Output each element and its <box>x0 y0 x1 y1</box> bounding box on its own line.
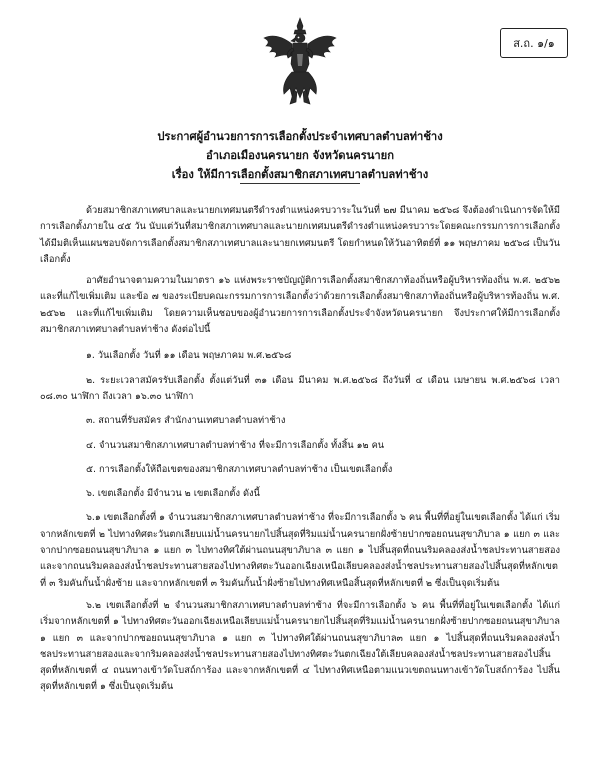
garuda-emblem-icon <box>262 16 338 108</box>
item-5: ๕. การเลือกตั้งให้ถือเขตของสมาชิกสภาเทศบาลตำบลท่าช้าง เป็นเขตเลือกตั้ง <box>86 463 393 475</box>
announcement-body <box>40 203 560 702</box>
subitem-6-2: ๖.๒ เขตเลือกตั้งที่ ๒ จำนวนสมาชิกสภาเทศบาลตำบลท่าช้าง ที่จะมีการเลือกตั้ง ๖ คน พื้นที่ที่อยู่ในเขตเลือกตั้ง ได้แก่ เริ่มจากหลักเขตที่ ๑ ไปทางทิศตะวันออกเฉียงเหนือเลียบแม่น้ำนครนายกไปสิ้นสุดที่ริมแม่น้ำนครนายกฝั่งซ้ายปากซอยถนนสุขาภิบาล ๑ แยก ๓ และจากปากซอยถนนสุขาภิบาล ๑ แยก ๓ ไปทางทิศใต้ผ่านถนนสุขาภิบาล๓ แยก ๑ ไปสิ้นสุดที่ถนนริมคลองส่งน้ำชลประทานสายสองและจากริมคลองส่งน้ำชลประทานสายสองไปทางทิศตะวันตกเฉียงใต้เลียบคลองส่งน้ำชลประทานสายสองไปสิ้นสุดที่หลักเขตที่ ๔ ถนนทางเข้าวัดโบสถ์การ้อง และจากหลักเขตที่ ๔ ไปทางทิศเหนือตามแนวเขตถนนทางเข้าวัดโบสถ์การ้อง ไปสิ้นสุดที่หลักเขตที่ ๑ ซึ่งเป็นจุดเริ่มต้น <box>40 599 560 693</box>
title-line-2: อำเภอเมืองนครนายก จังหวัดนครนายก <box>206 149 394 162</box>
item-4: ๔. จำนวนสมาชิกสภาเทศบาลตำบลท่าช้าง ที่จะมีการเลือกตั้ง ทั้งสิ้น ๑๒ คน <box>86 439 385 451</box>
item-3: ๓. สถานที่รับสมัคร สำนักงานเทศบาลตำบลท่าช้าง <box>86 415 286 427</box>
subitem-6-1: ๖.๑ เขตเลือกตั้งที่ ๑ จำนวนสมาชิกสภาเทศบาลตำบลท่าช้าง ที่จะมีการเลือกตั้ง ๖ คน พื้นที่ที่อยู่ในเขตเลือกตั้ง ได้แก่ เริ่มจากหลักเขตที่ ๒ ไปทางทิศตะวันตกเลียบแม่น้ำนครนายกไปสิ้นสุดที่ริมแม่น้ำนครนายกฝั่งซ้ายปากซอยถนนสุขาภิบาล ๑ แยก ๓ และจากปากซอยถนนสุขาภิบาล ๑ แยก ๓ ไปทางทิศใต้ผ่านถนนสุขาภิบาล ๓ แยก ๑ ไปสิ้นสุดที่ถนนริมคลองส่งน้ำชลประทานสายสอง และจากถนนริมคลองส่งน้ำชลประทานสายสองไปทางทิศตะวันออกเฉียงเหนือเลียบคลองส่งน้ำชลประทานสายสองไปสิ้นสุดที่หลักเขตที่ ๓ ริมคันกั้นน้ำฝั่งซ้าย และจากหลักเขตที่ ๓ ริมคันกั้นน้ำฝั่งซ้ายไปทางทิศเหนือสิ้นสุดที่หลักเขตที่ ๒ ซึ่งเป็นจุดเริ่มต้น <box>40 512 560 589</box>
title-divider <box>240 183 360 184</box>
paragraph-2: อาศัยอำนาจตามความในมาตรา ๑๖ แห่งพระราชบัญญัติการเลือกตั้งสมาชิกสภาท้องถิ่นหรือผู้บริหารท้องถิ่น พ.ศ. ๒๕๖๒ และที่แก้ไขเพิ่มเติม และข้อ ๗ ของระเบียบคณะกรรมการการเลือกตั้งว่าด้วยการเลือกตั้งสมาชิกสภาท้องถิ่นหรือผู้บริหารท้องถิ่น พ.ศ. ๒๕๖๒ และที่แก้ไขเพิ่มเติม โดยความเห็นชอบของผู้อำนวยการการเลือกตั้งประจำจังหวัดนครนายก จึงประกาศให้มีการเลือกตั้งสมาชิกสภาเทศบาลตำบลท่าช้าง ดังต่อไปนี้ <box>40 275 560 336</box>
item-2: ๒. ระยะเวลาสมัครรับเลือกตั้ง ตั้งแต่วันที่ ๓๑ เดือน มีนาคม พ.ศ.๒๕๖๘ ถึงวันที่ ๔ เดือน เมษายน พ.ศ.๒๕๖๘ เวลา ๐๘.๓๐ นาฬิกา ถึงเวลา ๑๖.๓๐ นาฬิกา <box>40 374 560 402</box>
item-6: ๖. เขตเลือกตั้ง มีจำนวน ๒ เขตเลือกตั้ง ดังนี้ <box>86 488 260 500</box>
paragraph-1: ด้วยสมาชิกสภาเทศบาลและนายกเทศมนตรีดำรงตำแหน่งครบวาระในวันที่ ๒๗ มีนาคม ๒๕๖๘ จึงต้องดำเนินการจัดให้มีการเลือกตั้งภายใน ๔๕ วัน นับแต่วันที่สมาชิกสภาเทศบาลและนายกเทศมนตรีดำรงตำแหน่งครบวาระโดยคณะกรรมการการเลือกตั้งได้มีมติเห็นแผนชอบจัดการเลือกตั้งสมาชิกสภาเทศบาลและนายกเทศมนตรี โดยกำหนดให้วันอาทิตย์ที่ ๑๑ พฤษภาคม ๒๕๖๘ เป็นวันเลือกตั้ง <box>40 205 560 265</box>
form-code-box: ส.ถ. ๑/๑ <box>500 28 568 58</box>
title-line-1: ประกาศผู้อำนวยการการเลือกตั้งประจำเทศบาลตำบลท่าช้าง <box>157 130 443 143</box>
item-1: ๑. วันเลือกตั้ง วันที่ ๑๑ เดือน พฤษภาคม พ.ศ.๒๕๖๘ <box>86 350 292 362</box>
title-line-3: เรื่อง ให้มีการเลือกตั้งสมาชิกสภาเทศบาลตำบลท่าช้าง <box>171 168 429 181</box>
